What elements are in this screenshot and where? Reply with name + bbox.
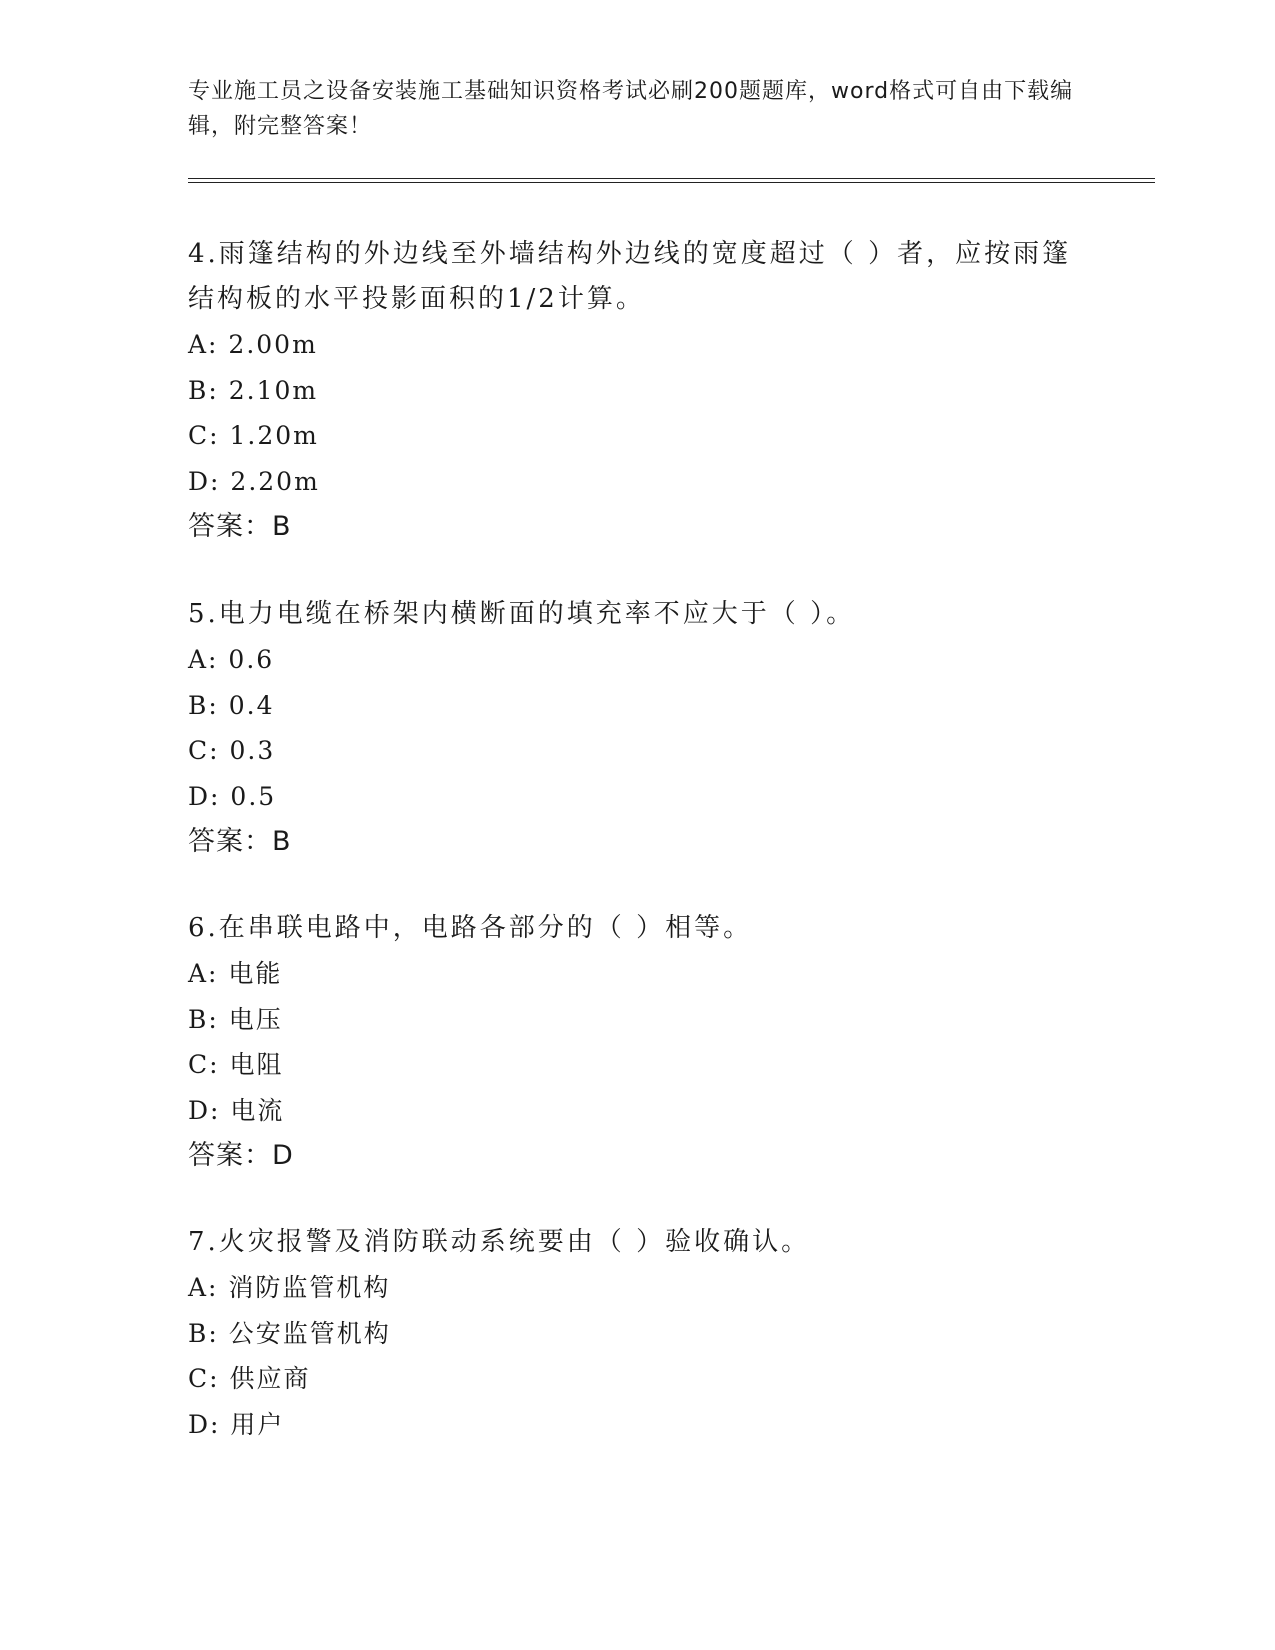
document-header: 专业施工员之设备安装施工基础知识资格考试必刷200题题库，word格式可自由下载编辑，附完整答案！: [188, 79, 1074, 139]
question-stem: 4.雨篷结构的外边线至外墙结构外边线的宽度超过（ ）者，应按雨篷结构板的水平投影面积的1/2计算。: [188, 239, 1072, 314]
option-d: D: 2.20m: [188, 466, 320, 496]
option-b: B: 公安监管机构: [188, 1318, 391, 1348]
header-divider-bottom: [188, 182, 1155, 183]
option-b: B: 电压: [188, 1004, 283, 1034]
option-a: A: 0.6: [188, 645, 275, 674]
option-a: A: 消防监管机构: [188, 1273, 391, 1302]
header-divider-top: [188, 178, 1155, 179]
option-c: C: 电阻: [188, 1050, 284, 1079]
option-a: A: 2.00m: [188, 330, 318, 359]
question-7: [188, 1220, 1088, 1447]
option-b: B: 2.10m: [188, 375, 319, 405]
question-5: [188, 592, 1088, 865]
answer-line: 答案：B: [188, 826, 292, 857]
option-d: D: 0.5: [188, 781, 277, 811]
option-c: C: 0.3: [188, 736, 276, 765]
question-4: [188, 232, 1088, 550]
option-c: C: 1.20m: [188, 421, 319, 450]
option-c: C: 供应商: [188, 1364, 311, 1393]
answer-line: 答案：B: [188, 511, 292, 542]
answer-line: 答案：D: [188, 1140, 294, 1171]
question-stem: 5.电力电缆在桥架内横断面的填充率不应大于（ ）。: [188, 599, 856, 629]
option-b: B: 0.4: [188, 690, 275, 720]
question-stem: 7.火灾报警及消防联动系统要由（ ）验收确认。: [188, 1227, 811, 1257]
option-a: A: 电能: [188, 959, 283, 988]
question-stem: 6.在串联电路中，电路各部分的（ ）相等。: [188, 913, 753, 943]
question-6: [188, 906, 1088, 1179]
option-d: D: 用户: [188, 1409, 285, 1439]
option-d: D: 电流: [188, 1095, 285, 1125]
